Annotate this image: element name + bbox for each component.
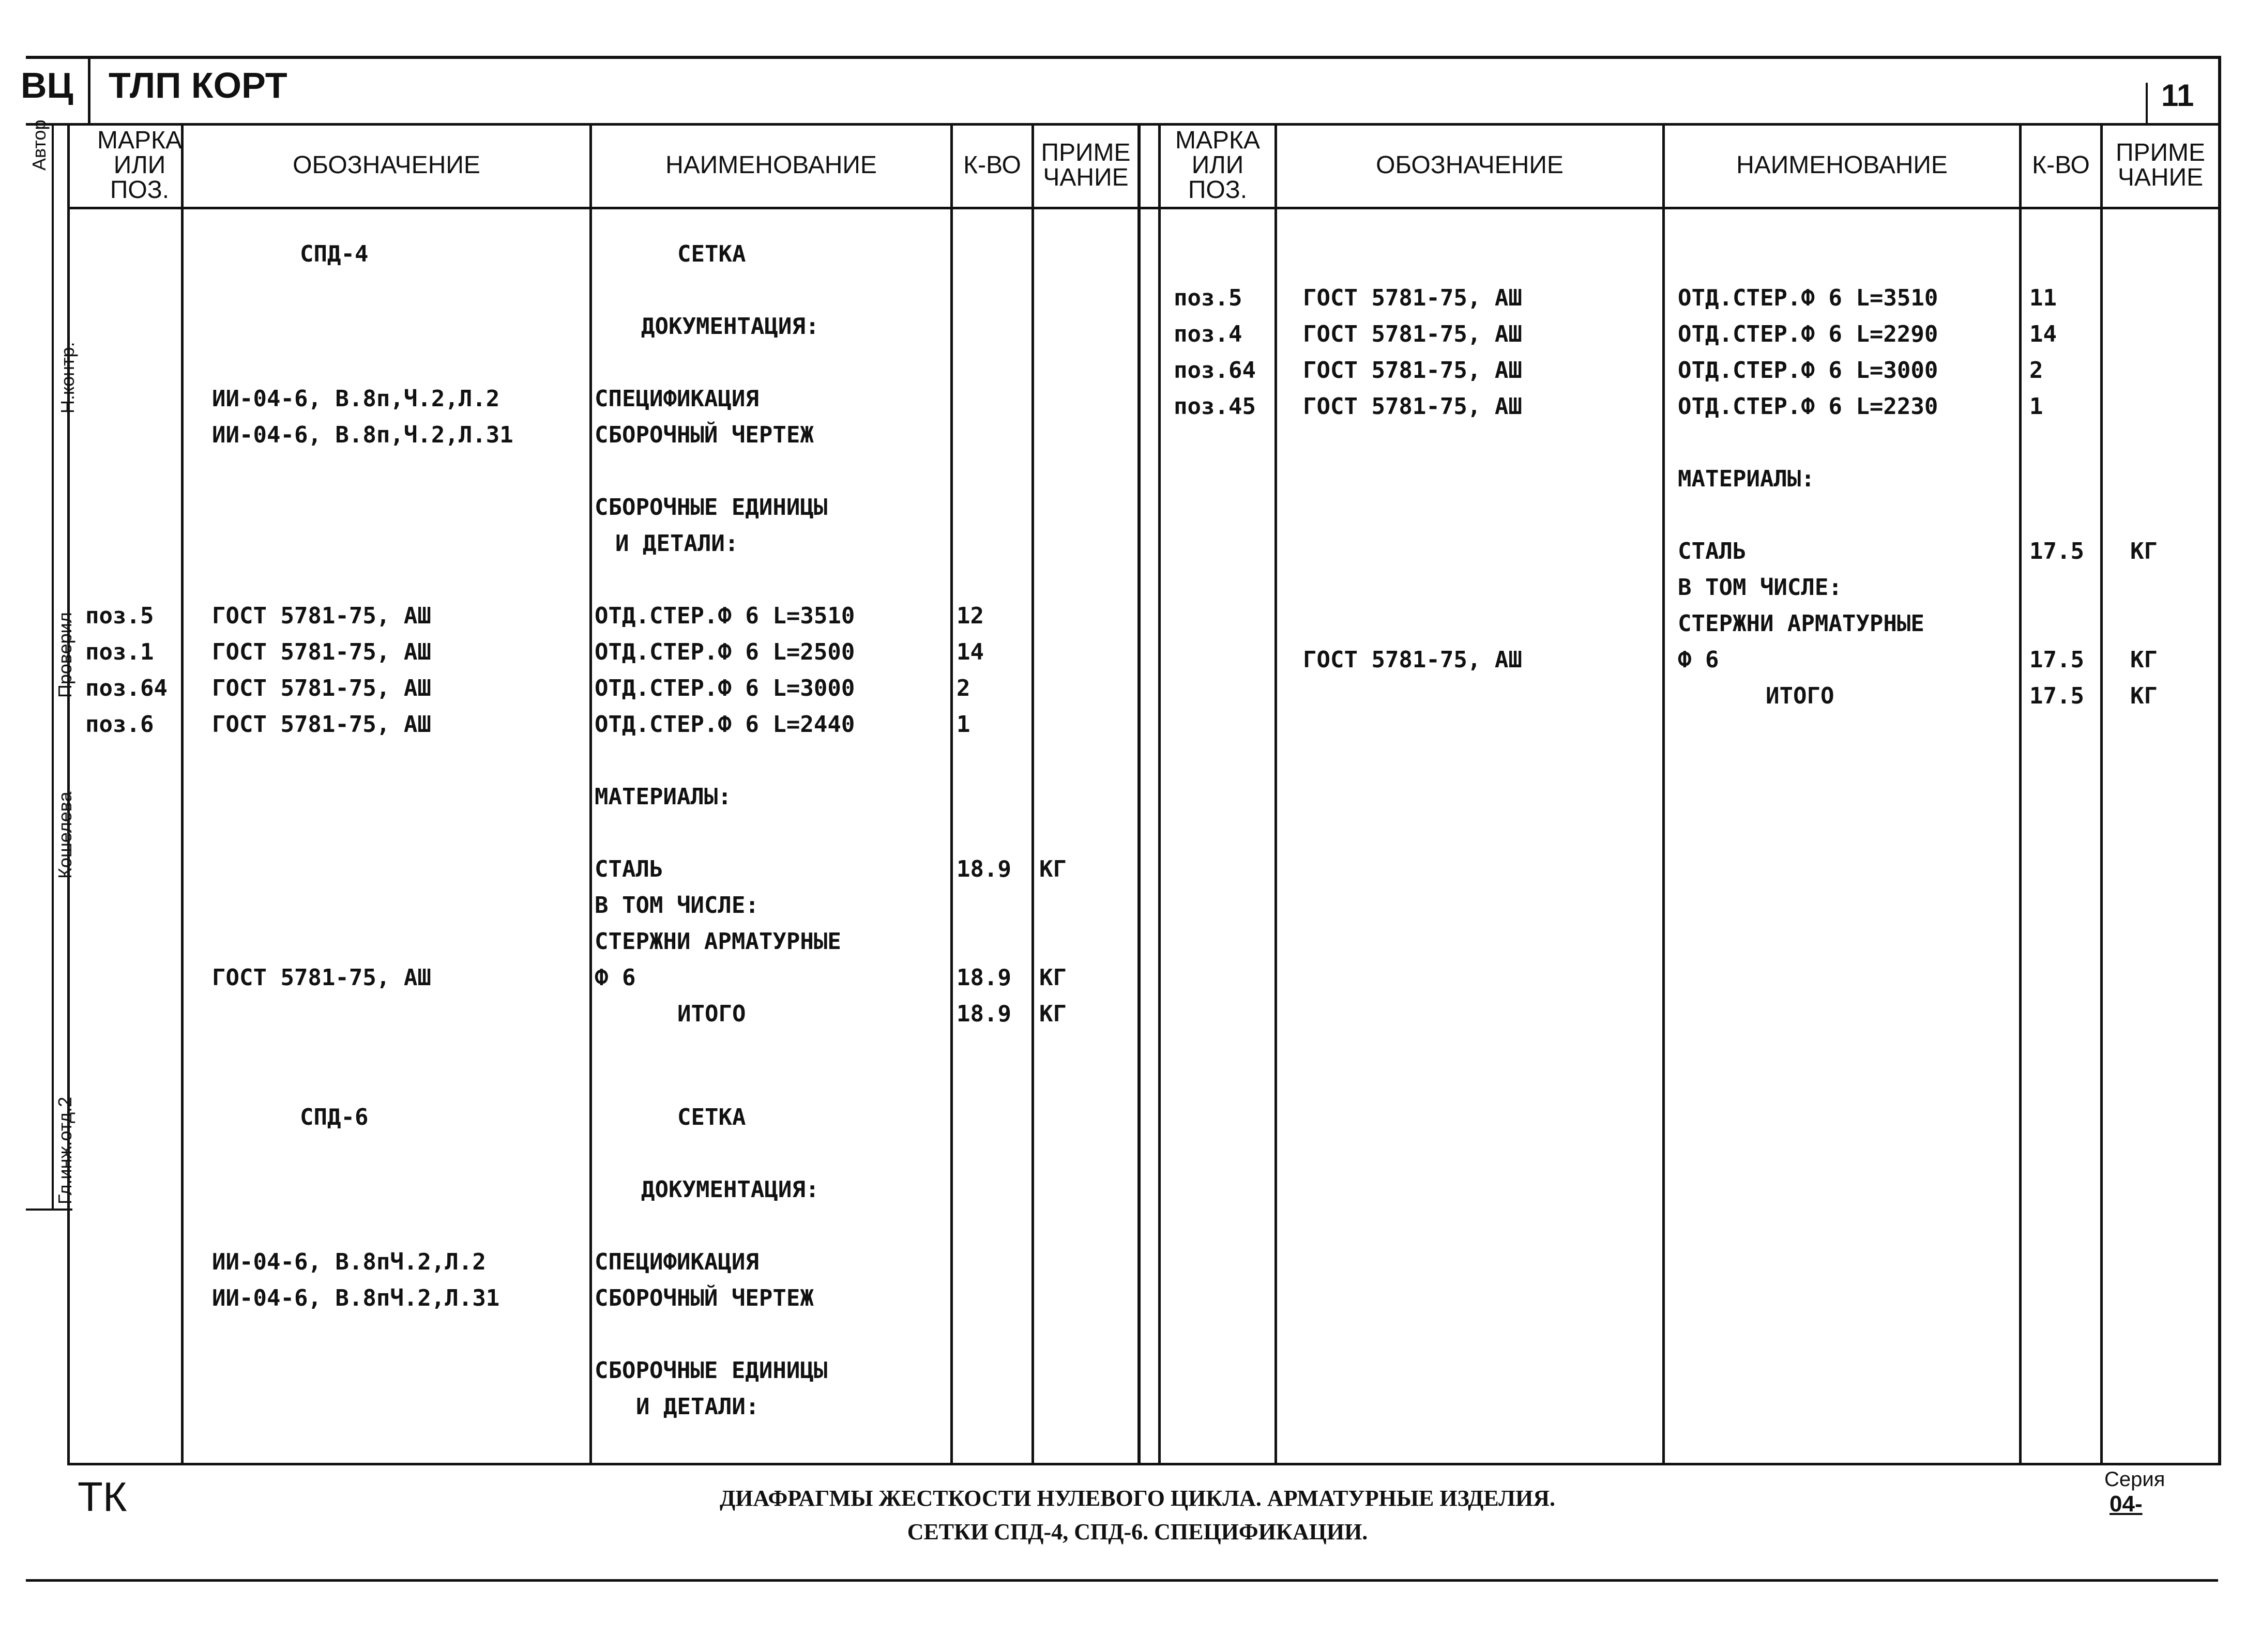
cell-designation: ГОСТ 5781-75, АШ bbox=[212, 965, 431, 991]
side-label-checked: Проверил bbox=[54, 612, 75, 698]
cell-designation: ГОСТ 5781-75, АШ bbox=[212, 675, 431, 701]
col-head-designation-left: ОБОЗНАЧЕНИЕ bbox=[293, 151, 480, 179]
frame-colhead-bottom bbox=[67, 207, 2221, 209]
cell-name: В ТОМ ЧИСЛЕ: bbox=[595, 892, 759, 919]
cell-mark: поз.6 bbox=[85, 711, 154, 738]
cell-designation: ИИ-04-6, В.8пЧ.2,Л.2 bbox=[212, 1249, 486, 1275]
cell-qty: 14 bbox=[957, 639, 984, 665]
cell-name: СТЕРЖНИ АРМАТУРНЫЕ bbox=[595, 928, 841, 955]
cell-name: МАТЕРИАЛЫ: bbox=[1678, 466, 1815, 492]
footer-title-line-2: СЕТКИ СПД-4, СПД-6. СПЕЦИФИКАЦИИ. bbox=[907, 1519, 1368, 1544]
col-head-mark-right: МАРКА ИЛИ ПОЗ. bbox=[1175, 127, 1260, 204]
cell-name: СБОРОЧНЫЕ ЕДИНИЦЫ bbox=[595, 494, 828, 521]
cell-designation: СПД-4 bbox=[300, 241, 369, 267]
cell-name: СПЕЦИФИКАЦИЯ bbox=[595, 386, 759, 412]
cell-name: В ТОМ ЧИСЛЕ: bbox=[1678, 574, 1842, 601]
cell-mark: поз.45 bbox=[1174, 393, 1256, 420]
cell-mark: поз.64 bbox=[85, 675, 168, 701]
cell-name: СТЕРЖНИ АРМАТУРНЫЕ bbox=[1678, 610, 1924, 637]
cell-name: ОТД.СТЕР.Ф 6 L=3000 bbox=[1678, 357, 1938, 384]
cell-name: СПЕЦИФИКАЦИЯ bbox=[595, 1249, 759, 1275]
cell-name: СЕТКА bbox=[677, 1104, 746, 1130]
cell-qty: 11 bbox=[2029, 285, 2057, 311]
left-col-divider-2 bbox=[589, 123, 592, 1464]
cell-note: КГ bbox=[1039, 965, 1067, 991]
cell-name: СТАЛЬ bbox=[1678, 538, 1747, 564]
cell-qty: 18.9 bbox=[957, 856, 1011, 882]
cell-qty: 18.9 bbox=[957, 1001, 1011, 1027]
right-col-divider-1 bbox=[1274, 123, 1277, 1464]
cell-designation: ГОСТ 5781-75, АШ bbox=[1303, 393, 1522, 420]
right-col-divider-2 bbox=[1662, 123, 1665, 1464]
col-head-name-left: НАИМЕНОВАНИЕ bbox=[665, 151, 877, 179]
side-label-author: Автор bbox=[28, 119, 50, 171]
cell-designation: ГОСТ 5781-75, АШ bbox=[1303, 321, 1522, 347]
col-head-name-right: НАИМЕНОВАНИЕ bbox=[1736, 151, 1948, 179]
cell-name: ОТД.СТЕР.Ф 6 L=2440 bbox=[595, 711, 855, 738]
left-col-divider-3 bbox=[950, 123, 953, 1464]
col-head-qty-right: К-ВО bbox=[2032, 151, 2090, 179]
side-label-name: Кошелева bbox=[54, 791, 75, 879]
side-strip-line bbox=[52, 123, 54, 1209]
cell-note: КГ bbox=[1039, 1001, 1067, 1027]
cell-designation: ГОСТ 5781-75, АШ bbox=[1303, 357, 1522, 384]
footer-series-label: Серия bbox=[2104, 1468, 2165, 1491]
cell-qty: 18.9 bbox=[957, 965, 1011, 991]
right-col-divider-3 bbox=[2019, 123, 2022, 1464]
cell-designation: ГОСТ 5781-75, АШ bbox=[212, 639, 431, 665]
cell-name: ОТД.СТЕР.Ф 6 L=3510 bbox=[1678, 285, 1938, 311]
cell-name: И ДЕТАЛИ: bbox=[615, 530, 739, 557]
right-col-divider-4 bbox=[2100, 123, 2103, 1464]
cell-name: СБОРОЧНЫЕ ЕДИНИЦЫ bbox=[595, 1357, 828, 1384]
col-head-qty-left: К-ВО bbox=[963, 151, 1021, 179]
cell-name: Ф 6 bbox=[595, 965, 636, 991]
header-org: ТЛП КОРТ bbox=[109, 65, 287, 105]
frame-top bbox=[26, 56, 2221, 59]
frame-bottom bbox=[67, 1463, 2221, 1465]
frame-header-divider bbox=[88, 56, 90, 126]
cell-qty: 1 bbox=[2029, 393, 2043, 420]
header-left-code: ВЦ bbox=[21, 65, 73, 105]
cell-name: СЕТКА bbox=[677, 241, 746, 267]
cell-mark: поз.1 bbox=[85, 639, 154, 665]
cell-name: ДОКУМЕНТАЦИЯ: bbox=[641, 1176, 820, 1203]
col-head-note-left: ПРИМЕ ЧАНИЕ bbox=[1041, 139, 1131, 191]
cell-qty: 12 bbox=[957, 603, 984, 629]
frame-sheet-divider bbox=[2146, 83, 2148, 124]
side-label-chief: Гл.инж.отд.2 bbox=[54, 1096, 75, 1204]
frame-right bbox=[2218, 56, 2221, 1465]
cell-note: КГ bbox=[1039, 856, 1067, 882]
cell-mark: поз.5 bbox=[1174, 285, 1242, 311]
cell-note: КГ bbox=[2130, 647, 2158, 673]
cell-qty: 2 bbox=[957, 675, 970, 701]
cell-name: СБОРОЧНЫЙ ЧЕРТЕЖ bbox=[595, 422, 814, 448]
cell-note: КГ bbox=[2130, 683, 2158, 709]
footer-code: ТК bbox=[78, 1474, 127, 1520]
header-sheet-number: 11 bbox=[2161, 78, 2194, 113]
cell-designation: ИИ-04-6, В.8п,Ч.2,Л.31 bbox=[212, 422, 513, 448]
cell-name: СТАЛЬ bbox=[595, 856, 663, 882]
cell-designation: ИИ-04-6, В.8пЧ.2,Л.31 bbox=[212, 1285, 500, 1311]
left-col-divider-4 bbox=[1031, 123, 1034, 1464]
cell-name: ИТОГО bbox=[1766, 683, 1834, 709]
cell-qty: 2 bbox=[2029, 357, 2043, 384]
cell-qty: 14 bbox=[2029, 321, 2057, 347]
frame-header-bottom bbox=[26, 123, 2221, 126]
col-head-mark-left: МАРКА ИЛИ ПОЗ. bbox=[97, 127, 182, 204]
cell-mark: поз.4 bbox=[1174, 321, 1242, 347]
col-head-designation-right: ОБОЗНАЧЕНИЕ bbox=[1376, 151, 1564, 179]
cell-designation: ГОСТ 5781-75, АШ bbox=[212, 603, 431, 629]
cell-designation: ГОСТ 5781-75, АШ bbox=[1303, 285, 1522, 311]
cell-qty: 17.5 bbox=[2029, 683, 2084, 709]
col-head-note-right: ПРИМЕ ЧАНИЕ bbox=[2115, 139, 2205, 191]
cell-mark: поз.5 bbox=[85, 603, 154, 629]
left-col-divider-1 bbox=[181, 123, 184, 1464]
cell-designation: ГОСТ 5781-75, АШ bbox=[1303, 647, 1522, 673]
cell-qty: 1 bbox=[957, 711, 970, 738]
cell-qty: 17.5 bbox=[2029, 647, 2084, 673]
footer-line bbox=[26, 1579, 2218, 1582]
cell-note: КГ bbox=[2130, 538, 2158, 564]
cell-name: ИТОГО bbox=[677, 1001, 746, 1027]
cell-qty: 17.5 bbox=[2029, 538, 2084, 564]
cell-designation: ГОСТ 5781-75, АШ bbox=[212, 711, 431, 738]
cell-mark: поз.64 bbox=[1174, 357, 1256, 384]
side-strip-bottom bbox=[26, 1209, 72, 1211]
cell-name: И ДЕТАЛИ: bbox=[636, 1394, 760, 1420]
side-label-nkontr: Н.контр. bbox=[57, 342, 78, 414]
cell-name: ОТД.СТЕР.Ф 6 L=2230 bbox=[1678, 393, 1938, 420]
footer-title-line-1: ДИАФРАГМЫ ЖЕСТКОСТИ НУЛЕВОГО ЦИКЛА. АРМАТУРНЫЕ ИЗДЕЛИЯ. bbox=[720, 1486, 1555, 1511]
cell-name: МАТЕРИАЛЫ: bbox=[595, 784, 732, 810]
center-divider-b bbox=[1158, 123, 1161, 1464]
cell-name: ОТД.СТЕР.Ф 6 L=3000 bbox=[595, 675, 855, 701]
cell-name: СБОРОЧНЫЙ ЧЕРТЕЖ bbox=[595, 1285, 814, 1311]
cell-name: ДОКУМЕНТАЦИЯ: bbox=[641, 313, 820, 340]
cell-name: ОТД.СТЕР.Ф 6 L=3510 bbox=[595, 603, 855, 629]
footer-series-value: 04- bbox=[2110, 1491, 2143, 1517]
cell-designation: СПД-6 bbox=[300, 1104, 369, 1130]
cell-name: ОТД.СТЕР.Ф 6 L=2500 bbox=[595, 639, 855, 665]
cell-designation: ИИ-04-6, В.8п,Ч.2,Л.2 bbox=[212, 386, 500, 412]
cell-name: Ф 6 bbox=[1678, 647, 1719, 673]
center-divider-a bbox=[1137, 123, 1141, 1464]
cell-name: ОТД.СТЕР.Ф 6 L=2290 bbox=[1678, 321, 1938, 347]
